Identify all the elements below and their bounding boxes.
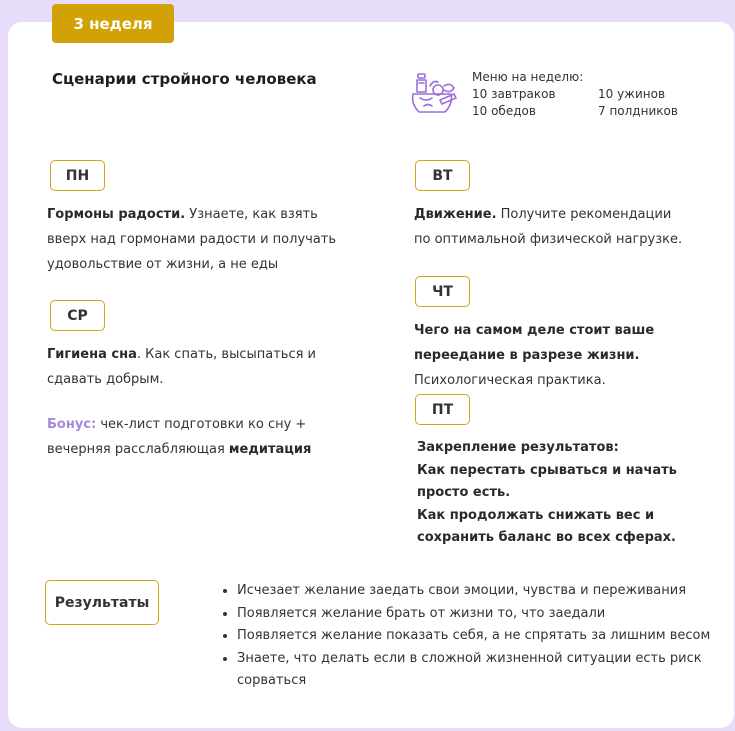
fri-line-5: сохранить баланс во всех сферах. [417,530,676,545]
day-badge-fri: ПТ [415,394,470,425]
fri-line-2: Как перестать срываться и начать [417,462,677,478]
mon-line3: удовольствие от жизни, а не еды [47,257,279,272]
results-item: • Появляется желание показать себя, а не спрятать за лишним весом [237,625,735,648]
fri-line-1: Закрепление результатов: [417,440,619,455]
thu-heading-1: Чего на самом деле стоит ваше [414,323,655,338]
day-badge-wed: СР [50,300,105,331]
mon-description [47,202,367,277]
mon-line1: Узнаете, как взять [185,207,318,222]
wed-bonus [47,412,367,462]
fri-line-3: просто есть. [417,485,511,500]
wed-heading: Гигиена сна [47,347,137,362]
wed-line1: . Как спать, высыпаться и [136,347,317,362]
results-item: • Исчезает желание заедать свои эмоции, чувства и переживания [237,580,735,603]
thu-heading-2: переедание в разрезе жизни. [414,348,640,363]
tue-line1: Получите рекомендации [496,207,672,222]
bonus-meditation: медитация [228,442,312,457]
results-list [220,580,735,693]
wed-line2: сдавать добрым. [47,372,164,387]
results-item: • Знаете, что делать если в сложной жизненной ситуации есть риск сорваться [237,648,735,693]
mon-line2: вверх над гормонами радости и получать [47,232,337,247]
thu-description [414,318,724,393]
page-title: Сценарии стройного человека [52,70,317,88]
day-badge-tue: ВТ [415,160,470,191]
tue-description [414,202,724,252]
fri-description [417,437,727,550]
mon-heading: Гормоны радости. [47,207,186,222]
bonus-label: Бонус: [47,417,97,432]
menu-dinners: 10 ужинов [598,87,666,101]
food-basket-icon [410,72,460,118]
menu-snacks: 7 полдников [598,104,678,118]
menu-breakfasts: 10 завтраков [472,87,556,101]
results-item: • Появляется желание брать от жизни то, что заедали [237,603,735,626]
day-badge-mon: ПН [50,160,105,191]
tue-heading: Движение. [414,207,497,222]
wed-description [47,342,367,392]
results-label[interactable]: Результаты [45,580,159,625]
bonus-line2: вечерняя расслабляющая [47,442,229,457]
tue-line2: по оптимальной физической нагрузке. [414,232,683,247]
menu-label: Меню на неделю: [472,70,584,84]
bonus-line1: чек-лист подготовки ко сну + [96,417,307,432]
week-tab[interactable]: 3 неделя [52,4,174,43]
fri-line-4: Как продолжать снижать вес и [417,507,655,523]
menu-lunches: 10 обедов [472,104,536,118]
thu-line: Психологическая практика. [414,373,606,388]
day-badge-thu: ЧТ [415,276,470,307]
